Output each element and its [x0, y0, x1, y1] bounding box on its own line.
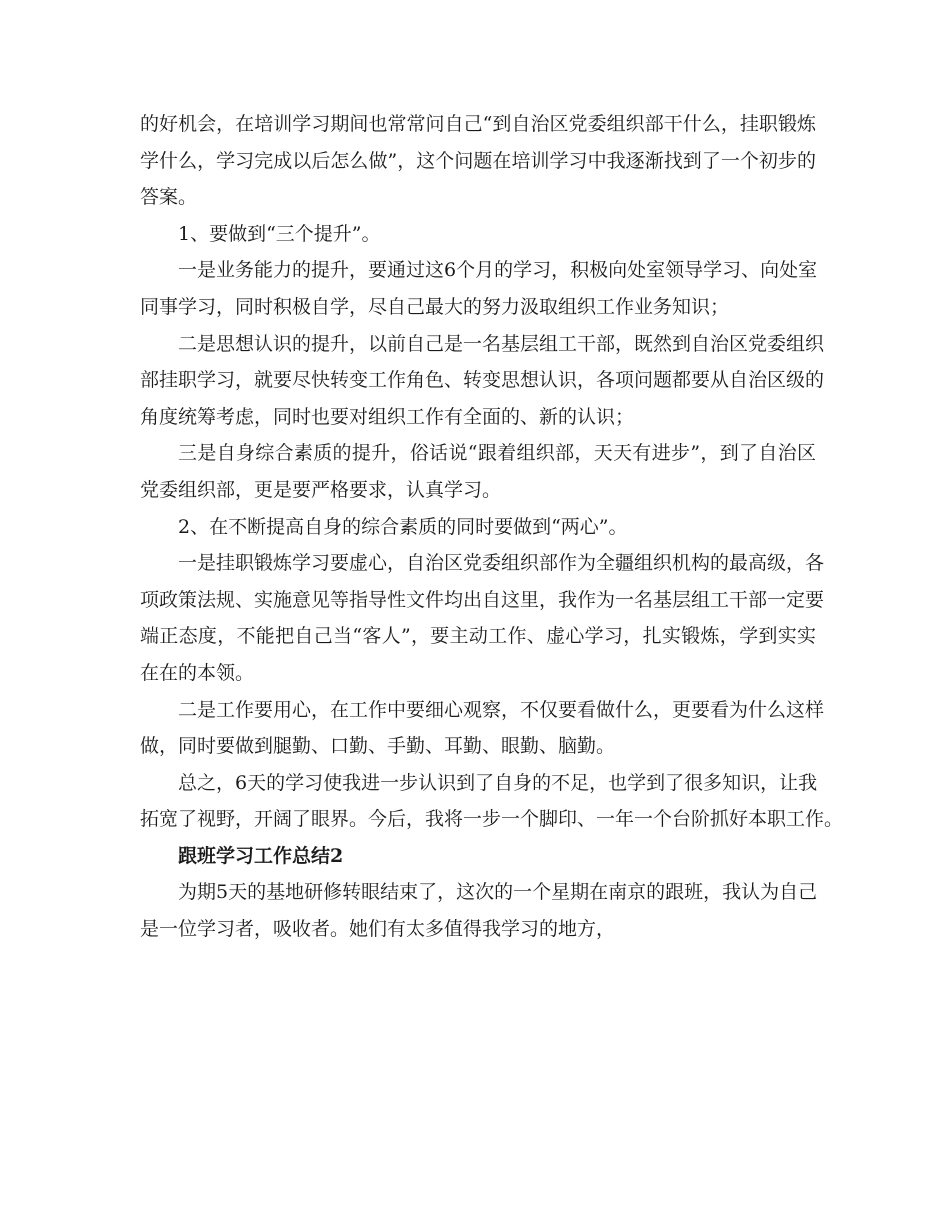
- body-line: 二是思想认识的提升，以前自己是一名基层组工干部，既然到自治区党委组织: [178, 332, 825, 355]
- body-line: 学什么，学习完成以后怎么做”，这个问题在培训学习中我逐渐找到了一个初步的: [140, 149, 816, 172]
- body-line: 答案。: [140, 186, 198, 209]
- section-heading-2: 2、在不断提高自身的综合素质的同时要做到“两心”。: [178, 515, 628, 538]
- body-line: 为期5天的基地研修转眼结束了，这次的一个星期在南京的跟班，我认为自己: [178, 881, 818, 904]
- body-line: 是一位学习者，吸收者。她们有太多值得我学习的地方，: [140, 918, 616, 941]
- body-line: 一是挂职锻炼学习要虚心，自治区党委组织部作为全疆组织机构的最高级，各: [178, 552, 825, 575]
- body-line: 总之，6天的学习使我进一步认识到了自身的不足，也学到了很多知识，让我: [178, 771, 818, 794]
- body-line: 做，同时要做到腿勤、口勤、手勤、耳勤、眼勤、脑勤。: [140, 735, 616, 758]
- body-line: 部挂职学习，就要尽快转变工作角色、转变思想认识，各项问题都要从自治区级的: [140, 369, 825, 392]
- document-body: [140, 106, 844, 948]
- body-line: 同事学习，同时积极自学，尽自己最大的努力汲取组织工作业务知识；: [140, 295, 730, 318]
- body-line: 三是自身综合素质的提升，俗话说“跟着组织部，天天有进步”，到了自治区: [178, 442, 816, 465]
- body-line: 项政策法规、实施意见等指导性文件均出自这里，我作为一名基层组工干部一定要: [140, 588, 825, 611]
- body-line: 在在的本领。: [140, 661, 255, 684]
- body-line: 拓宽了视野，开阔了眼界。今后，我将一步一个脚印、一年一个台阶抓好本职工作。: [140, 808, 844, 831]
- body-line: 党委组织部，更是要严格要求，认真学习。: [140, 478, 502, 501]
- body-line: 一是业务能力的提升，要通过这6个月的学习，积极向处室领导学习、向处室: [178, 259, 818, 282]
- body-line: 二是工作要用心，在工作中要细心观察，不仅要看做什么，更要看为什么这样: [178, 698, 825, 721]
- body-line: 端正态度，不能把自己当“客人”，要主动工作、虚心学习，扎实锻炼，学到实实: [140, 625, 816, 648]
- body-line: 角度统筹考虑，同时也要对组织工作有全面的、新的认识；: [140, 405, 635, 428]
- body-line: 的好机会，在培训学习期间也常常问自己“到自治区党委组织部干什么，挂职锻炼: [140, 113, 816, 135]
- section-heading-1: 1、要做到“三个提升”。: [178, 222, 381, 245]
- document-subtitle: 跟班学习工作总结2: [178, 844, 344, 867]
